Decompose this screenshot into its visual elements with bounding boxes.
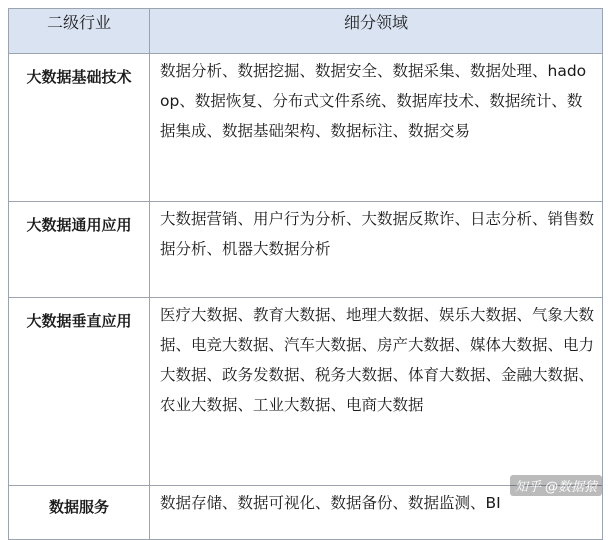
row-category: 大数据通用应用 [9,202,150,298]
watermark: 知乎 @数据猿 [510,475,602,496]
table-row [9,54,603,202]
row-category: 数据服务 [9,486,150,540]
row-category: 大数据基础技术 [9,54,150,202]
industry-table [8,8,603,540]
row-details: 数据存储、数据可视化、数据备份、数据监测、BI [150,486,603,540]
row-details: 数据分析、数据挖掘、数据安全、数据采集、数据处理、hadoop、数据恢复、分布式文件系统、数据库技术、数据统计、数据集成、数据基础架构、数据标注、数据交易 [150,54,603,202]
header-subdomain: 细分领域 [150,9,603,54]
row-category: 大数据垂直应用 [9,298,150,486]
row-details: 医疗大数据、教育大数据、地理大数据、娱乐大数据、气象大数据、电竞大数据、汽车大数据、房产大数据、媒体大数据、电力大数据、政务发数据、税务大数据、体育大数据、金融大数据、农业大数据、工业大数据、电商大数据 [150,298,603,486]
table-row [9,202,603,298]
row-details: 大数据营销、用户行为分析、大数据反欺诈、日志分析、销售数据分析、机器大数据分析 [150,202,603,298]
header-secondary-industry: 二级行业 [9,9,150,54]
table-header-row [9,9,603,54]
table-row [9,298,603,486]
